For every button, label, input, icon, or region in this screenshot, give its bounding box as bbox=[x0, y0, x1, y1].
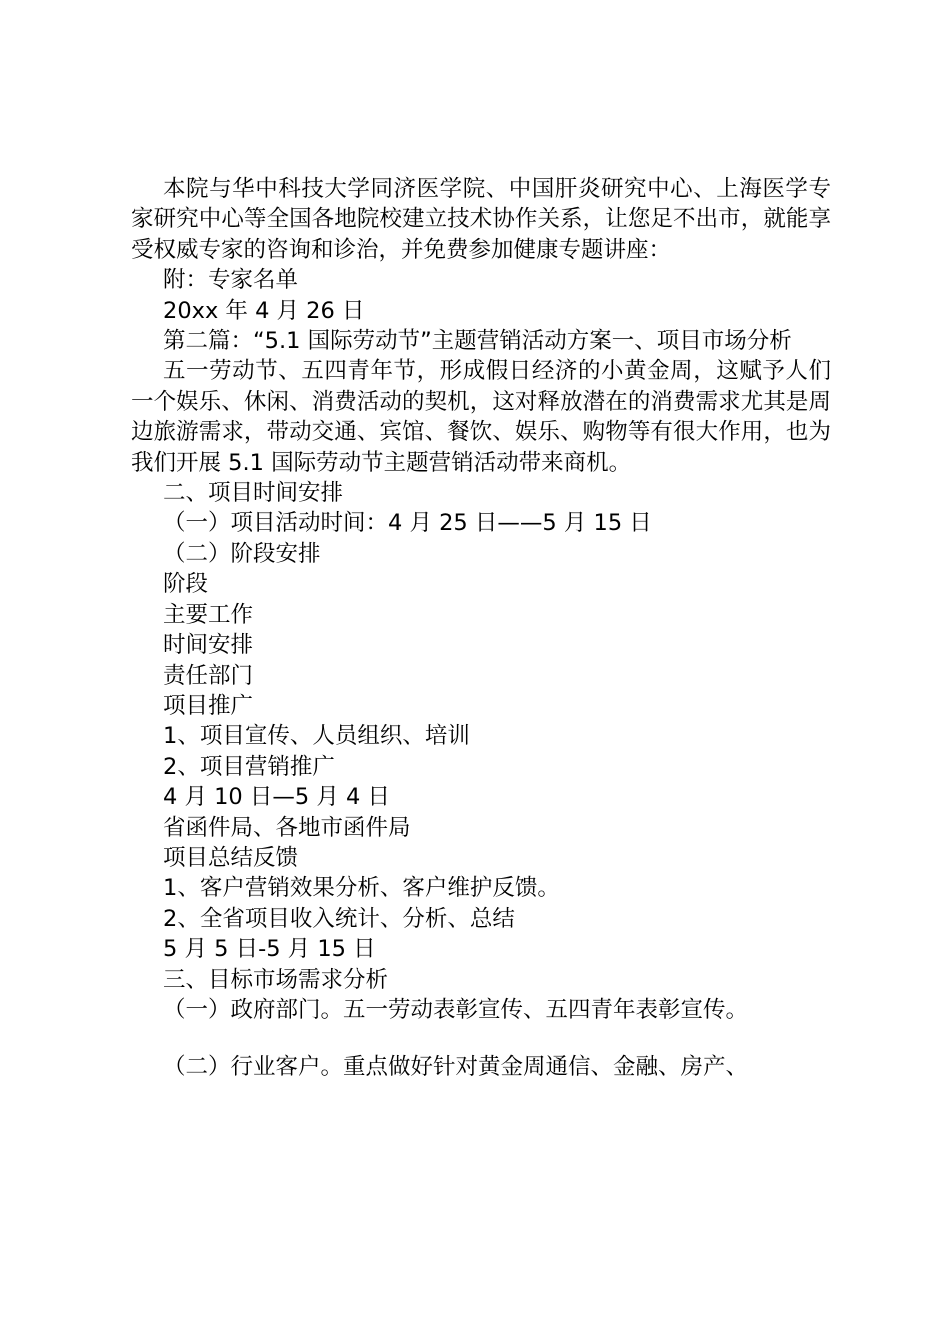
heading-target-market: 三、目标市场需求分析 bbox=[163, 966, 389, 993]
paragraph-appendix: 附：专家名单 bbox=[163, 267, 299, 294]
table-cell-promotion: 项目推广 bbox=[163, 692, 254, 719]
paragraph-date: 20xx 年 4 月 26 日 bbox=[163, 297, 365, 324]
table-header-main-work: 主要工作 bbox=[163, 601, 254, 628]
table-cell-promotion-department: 省函件局、各地市函件局 bbox=[163, 814, 411, 841]
table-cell-promotion-work-2: 2、项目营销推广 bbox=[163, 753, 335, 780]
table-cell-summary: 项目总结反馈 bbox=[163, 844, 299, 871]
paragraph-intro: 本院与华中科技大学同济医学院、中国肝炎研究中心、上海医学专家研究中心等全国各地院校建立技术协作关系，让您足不出市，就能享受权威专家的咨询和诊治，并免费参加健康专题讲座： bbox=[131, 176, 831, 263]
table-header-department: 责任部门 bbox=[163, 662, 254, 689]
table-cell-promotion-work-1: 1、项目宣传、人员组织、培训 bbox=[163, 723, 470, 750]
table-cell-summary-work-1: 1、客户营销效果分析、客户维护反馈。 bbox=[163, 875, 560, 902]
paragraph-activity-time: （一）项目活动时间：4 月 25 日——5 月 15 日 bbox=[163, 510, 652, 537]
table-header-time: 时间安排 bbox=[163, 632, 254, 659]
paragraph-government: （一）政府部门。五一劳动表彰宣传、五四青年表彰宣传。 bbox=[163, 996, 749, 1023]
heading-schedule: 二、项目时间安排 bbox=[163, 480, 344, 507]
table-header-stage: 阶段 bbox=[163, 571, 209, 598]
table-cell-summary-work-2: 2、全省项目收入统计、分析、总结 bbox=[163, 905, 515, 932]
paragraph-industry-clients: （二）行业客户。重点做好针对黄金周通信、金融、房产、 bbox=[163, 1054, 749, 1081]
heading-stage-arrangement: （二）阶段安排 bbox=[163, 540, 321, 567]
document-body bbox=[131, 174, 831, 1083]
section-title-part-two: 第二篇：“5.1 国际劳动节”主题营销活动方案一、项目市场分析 bbox=[163, 328, 792, 355]
table-cell-summary-time: 5 月 5 日-5 月 15 日 bbox=[163, 936, 376, 963]
table-cell-promotion-time: 4 月 10 日—5 月 4 日 bbox=[163, 784, 390, 811]
paragraph-market-analysis: 五一劳动节、五四青年节，形成假日经济的小黄金周，这赋予人们一个娱乐、休闲、消费活动的契机，这对释放潜在的消费需求尤其是周边旅游需求，带动交通、宾馆、餐饮、娱乐、购物等有很大作用，也为我们开展 5.1 国际劳动节主题营销活动带来商机。 bbox=[131, 358, 831, 476]
